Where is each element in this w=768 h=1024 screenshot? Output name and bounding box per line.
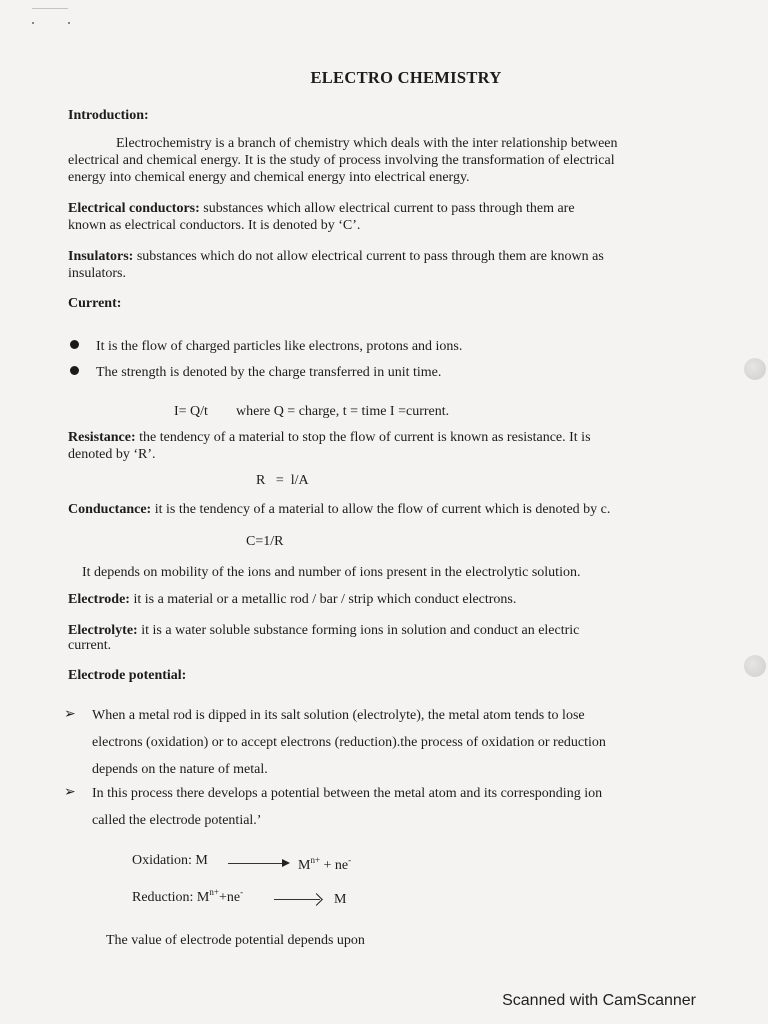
electrode-line-1: it is a material or a metallic rod / bar / strip which conduct electrons.: [129, 592, 517, 607]
oxidation-label: Oxidation: M: [132, 853, 208, 868]
introduction-line-1: Electrochemistry is a branch of chemistry which deals with the inter relationship between: [116, 136, 618, 151]
insulators-term: Insulators:: [68, 249, 134, 264]
insulators-line-1: substances which do not allow electrical current to pass through them are known as: [133, 249, 604, 264]
conductance-paragraph: [68, 502, 610, 518]
arrow-bullet-icon: ➢: [64, 707, 76, 722]
introduction-heading: Introduction:: [68, 108, 149, 123]
page-title: ELECTRO CHEMISTRY: [310, 68, 502, 87]
electrode-paragraph: [68, 592, 516, 608]
oxidation-arrow-line: [228, 863, 282, 864]
conductors-line-2: known as electrical conductors. It is denoted by ‘C’.: [68, 218, 361, 233]
insulators-paragraph: [68, 249, 604, 265]
current-formula-note: where Q = charge, t = time I =current.: [236, 404, 450, 419]
right-arrow-icon: [282, 859, 290, 867]
scan-speck: [68, 22, 70, 24]
current-bullet-1: It is the flow of charged particles like electrons, protons and ions.: [96, 339, 463, 354]
conductance-term: Conductance:: [68, 502, 152, 517]
electrolyte-line-1: it is a water soluble substance forming ions in solution and conduct an electric: [137, 623, 580, 638]
conductance-note: It depends on mobility of the ions and number of ions present in the electrolytic solution.: [82, 565, 581, 580]
scan-mark: [32, 8, 68, 9]
electrolyte-paragraph: [68, 623, 579, 639]
bullet-dot: [70, 340, 79, 349]
current-heading: Current:: [68, 296, 122, 311]
conductors-term: Electrical conductors:: [68, 201, 200, 216]
reduction-label: [132, 887, 243, 906]
reduction-metal: Reduction: M: [132, 890, 210, 905]
reduction-metal-charge: n+: [209, 887, 219, 897]
right-arrow-icon: [310, 893, 323, 906]
potential-bullet-2-line-2: called the electrode potential.’: [92, 813, 262, 828]
current-bullet-2: The strength is denoted by the charge transferred in unit time.: [96, 365, 442, 380]
reduction-electrons: +ne: [218, 890, 241, 905]
camscanner-watermark: Scanned with CamScanner: [502, 992, 696, 1009]
reduction-product: M: [334, 892, 347, 907]
conductors-paragraph: [68, 201, 575, 217]
punch-hole: [744, 358, 766, 380]
resistance-paragraph: [68, 430, 591, 446]
resistance-line-2: denoted by ‘R’.: [68, 447, 156, 462]
oxidation-product-electrons: + ne: [320, 858, 349, 873]
introduction-line-3: energy into chemical energy and chemical energy into electrical energy.: [68, 170, 470, 185]
oxidation-product: [298, 855, 351, 874]
electrode-term: Electrode:: [68, 592, 130, 607]
current-formula: I= Q/t: [174, 404, 208, 419]
potential-bullet-1-line-2: electrons (oxidation) or to accept electrons (reduction).the process of oxidation or reduction: [92, 735, 606, 750]
insulators-line-2: insulators.: [68, 266, 126, 281]
electrolyte-line-2: current.: [68, 638, 112, 653]
arrow-bullet-icon: ➢: [64, 785, 76, 800]
oxidation-product-charge: n+: [310, 855, 321, 865]
bullet-dot: [70, 366, 79, 375]
oxidation-product-metal: M: [298, 858, 311, 873]
electrode-potential-heading: Electrode potential:: [68, 668, 187, 683]
oxidation-electron-charge: -: [348, 855, 352, 865]
conductance-formula: C=1/R: [246, 534, 284, 549]
closing-line: The value of electrode potential depends upon: [106, 933, 365, 948]
potential-bullet-2-line-1: In this process there develops a potential between the metal atom and its corresponding ion: [92, 786, 603, 801]
conductance-line-1: it is the tendency of a material to allow the flow of current which is denoted by c.: [151, 502, 611, 517]
resistance-formula: R = l/A: [256, 473, 309, 488]
reduction-electron-charge: -: [240, 887, 244, 897]
introduction-line-2: electrical and chemical energy. It is the study of process involving the transformation of electrical: [68, 153, 615, 168]
potential-bullet-1-line-3: depends on the nature of metal.: [92, 762, 268, 777]
scan-speck: [32, 22, 34, 24]
punch-hole: [744, 655, 766, 677]
conductors-line-1: substances which allow electrical current to pass through them are: [199, 201, 575, 216]
potential-bullet-1-line-1: When a metal rod is dipped in its salt solution (electrolyte), the metal atom tends to lose: [92, 708, 585, 723]
resistance-term: Resistance:: [68, 430, 136, 445]
electrolyte-term: Electrolyte:: [68, 623, 138, 638]
resistance-line-1: the tendency of a material to stop the flow of current is known as resistance. It is: [135, 430, 591, 445]
